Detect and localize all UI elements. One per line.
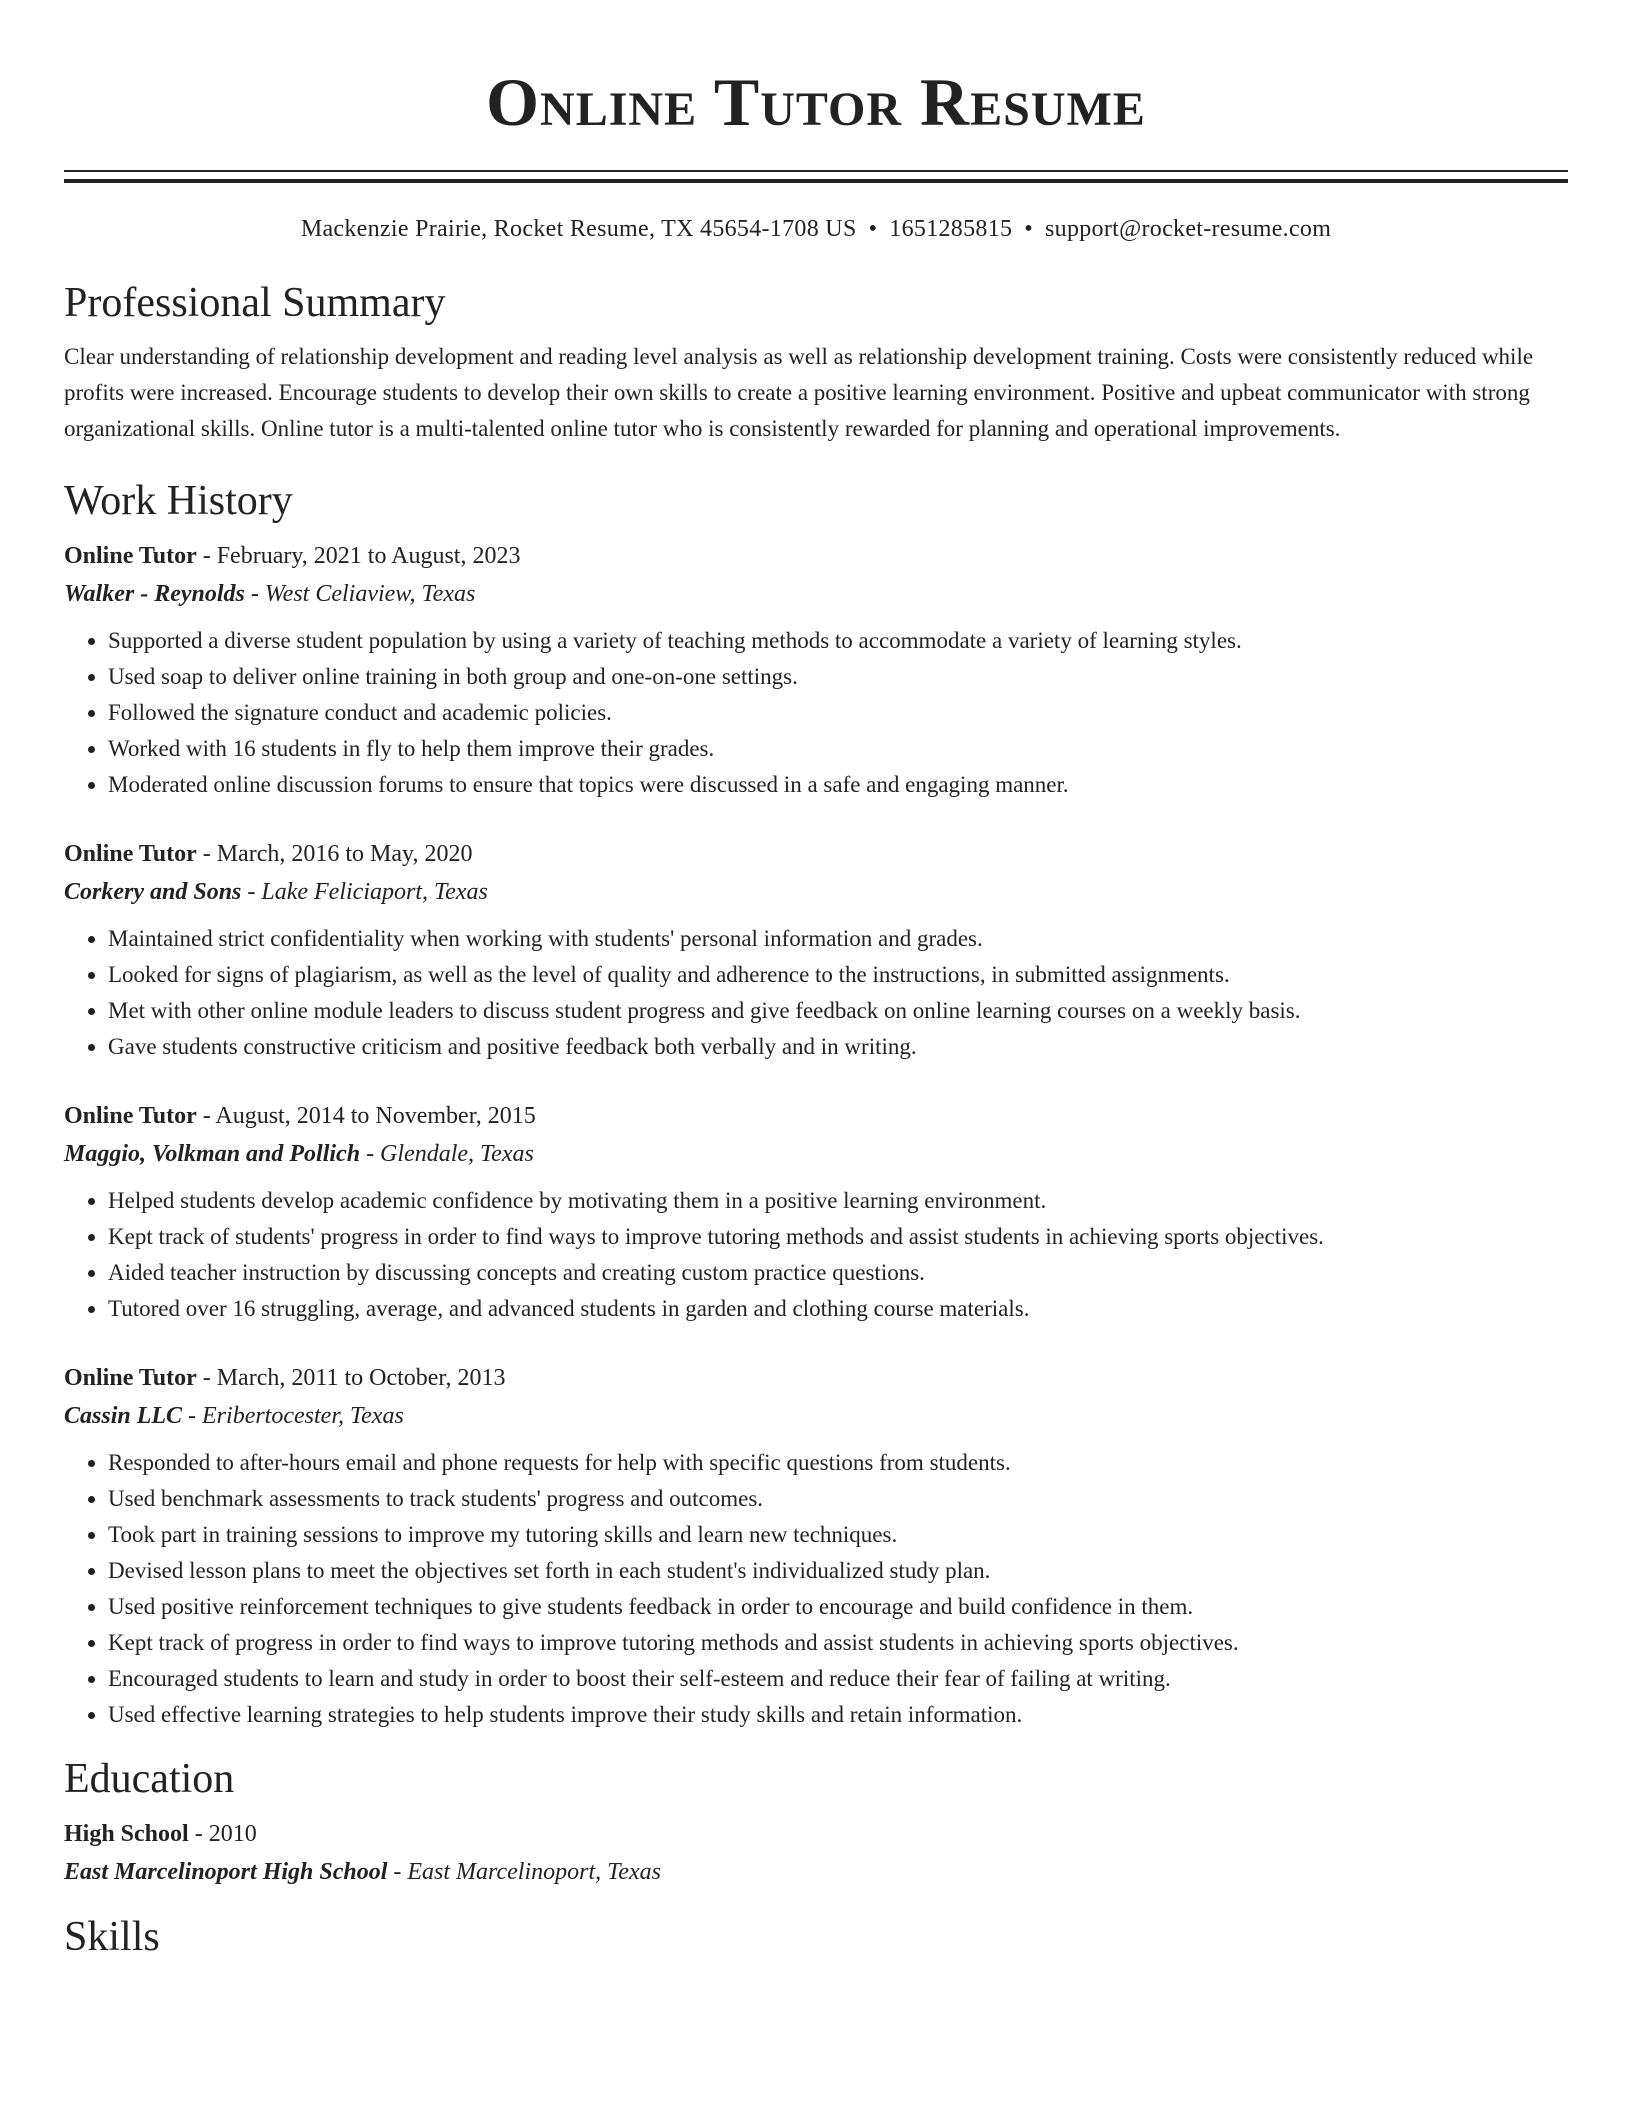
- job-bullet: • Looked for signs of plagiarism, as well as the level of quality and adherence to the instructions, in submitted assignments.: [108, 957, 1568, 993]
- job-bullet: • Aided teacher instruction by discussing concepts and creating custom practice questions.: [108, 1255, 1568, 1291]
- job-title: Online Tutor: [64, 1103, 197, 1129]
- job-bullet: • Worked with 16 students in fly to help them improve their grades.: [108, 731, 1568, 767]
- work-history-heading: Work History: [64, 478, 293, 524]
- job-dates: - March, 2011 to October, 2013: [196, 1365, 506, 1391]
- job-bullet: • Helped students develop academic confidence by motivating them in a positive learning environment.: [108, 1183, 1568, 1219]
- job-entry: [64, 1359, 1568, 1733]
- job-title-line: [64, 537, 1568, 575]
- job-bullet-list: [64, 1445, 1568, 1733]
- title-rule-thin: [64, 170, 1568, 172]
- company-line: [64, 1135, 1568, 1173]
- job-bullet: • Devised lesson plans to meet the objectives set forth in each student's individualized study plan.: [108, 1553, 1568, 1589]
- job-title: Online Tutor: [64, 543, 197, 569]
- contact-line: [64, 213, 1568, 245]
- job-title-line: [64, 835, 1568, 873]
- job-title: Online Tutor: [64, 1365, 197, 1391]
- job-title: Online Tutor: [64, 841, 197, 867]
- job-bullet: • Supported a diverse student population by using a variety of teaching methods to accommodate a variety of learning styles.: [108, 623, 1568, 659]
- company-location: - Lake Feliciaport, Texas: [241, 879, 488, 905]
- job-bullet: • Encouraged students to learn and study in order to boost their self-esteem and reduce their fear of failing at writing.: [108, 1661, 1568, 1697]
- job-bullet: • Used positive reinforcement techniques to give students feedback in order to encourage and build confidence in them.: [108, 1589, 1568, 1625]
- company-location: - West Celiaview, Texas: [244, 581, 476, 607]
- job-bullet-list: [64, 921, 1568, 1065]
- company-line: [64, 575, 1568, 613]
- contact-address: Mackenzie Prairie, Rocket Resume, TX 45654-1708 US: [300, 216, 857, 242]
- company-name: Corkery and Sons: [64, 879, 242, 905]
- job-title-line: [64, 1097, 1568, 1135]
- job-title-line: [64, 1359, 1568, 1397]
- contact-phone: 1651285815: [889, 216, 1013, 242]
- job-bullet: • Moderated online discussion forums to ensure that topics were discussed in a safe and engaging manner.: [108, 767, 1568, 803]
- company-line: [64, 1397, 1568, 1435]
- education-entry: [64, 1815, 1568, 1891]
- job-dates: - February, 2021 to August, 2023: [196, 543, 521, 569]
- school-location: - East Marcelinoport, Texas: [387, 1859, 661, 1885]
- job-bullet: • Followed the signature conduct and academic policies.: [108, 695, 1568, 731]
- job-bullet: • Used effective learning strategies to help students improve their study skills and retain information.: [108, 1697, 1568, 1733]
- contact-separator: •: [1024, 216, 1033, 242]
- job-bullet: • Used soap to deliver online training in both group and one-on-one settings.: [108, 659, 1568, 695]
- degree-year: - 2010: [188, 1821, 257, 1847]
- job-bullet: • Maintained strict confidentiality when working with students' personal information and grades.: [108, 921, 1568, 957]
- job-bullet: • Responded to after-hours email and phone requests for help with specific questions from students.: [108, 1445, 1568, 1481]
- resume-title: Online Tutor Resume: [486, 64, 1146, 140]
- summary-text: Clear understanding of relationship development and reading level analysis as well as relationship development training. Costs were consistently reduced while profits were increased. Encourage students to develop their own skills to create a positive learning environment. Positive and upbeat communicator with strong organizational skills. Online tutor is a multi-talented online tutor who is consistently rewarded for planning and operational improvements.: [64, 344, 1534, 441]
- education-heading: Education: [64, 1756, 235, 1802]
- skills-heading: Skills: [64, 1914, 160, 1960]
- job-bullet: • Kept track of progress in order to find ways to improve tutoring methods and assist students in achieving sports objectives.: [108, 1625, 1568, 1661]
- contact-separator: •: [868, 216, 878, 242]
- job-dates: - March, 2016 to May, 2020: [196, 841, 473, 867]
- company-location: - Glendale, Texas: [360, 1141, 534, 1167]
- job-bullet-list: [64, 623, 1568, 803]
- company-location: - Eribertocester, Texas: [182, 1403, 404, 1429]
- summary-heading: Professional Summary: [64, 280, 446, 326]
- company-line: [64, 873, 1568, 911]
- job-dates: - August, 2014 to November, 2015: [196, 1103, 536, 1129]
- school-line: [64, 1853, 1568, 1891]
- contact-email: support@rocket-resume.com: [1045, 216, 1332, 242]
- job-bullet: • Took part in training sessions to improve my tutoring skills and learn new techniques.: [108, 1517, 1568, 1553]
- degree-line: [64, 1815, 1568, 1853]
- job-entry: [64, 835, 1568, 1065]
- job-bullet: • Tutored over 16 struggling, average, and advanced students in garden and clothing course materials.: [108, 1291, 1568, 1327]
- company-name: Cassin LLC: [64, 1403, 183, 1429]
- job-bullet: • Kept track of students' progress in order to find ways to improve tutoring methods and assist students in achieving sports objectives.: [108, 1219, 1568, 1255]
- job-bullet: • Met with other online module leaders to discuss student progress and give feedback on online learning courses on a weekly basis.: [108, 993, 1568, 1029]
- degree-name: High School: [64, 1821, 189, 1847]
- company-name: Walker - Reynolds: [64, 581, 245, 607]
- job-bullet: • Gave students constructive criticism and positive feedback both verbally and in writing.: [108, 1029, 1568, 1065]
- job-entry: [64, 1097, 1568, 1327]
- school-name: East Marcelinoport High School: [64, 1859, 388, 1885]
- job-bullet-list: [64, 1183, 1568, 1327]
- title-rule-thick: [64, 179, 1568, 183]
- job-entry: [64, 537, 1568, 803]
- company-name: Maggio, Volkman and Pollich: [64, 1141, 361, 1167]
- job-bullet: • Used benchmark assessments to track students' progress and outcomes.: [108, 1481, 1568, 1517]
